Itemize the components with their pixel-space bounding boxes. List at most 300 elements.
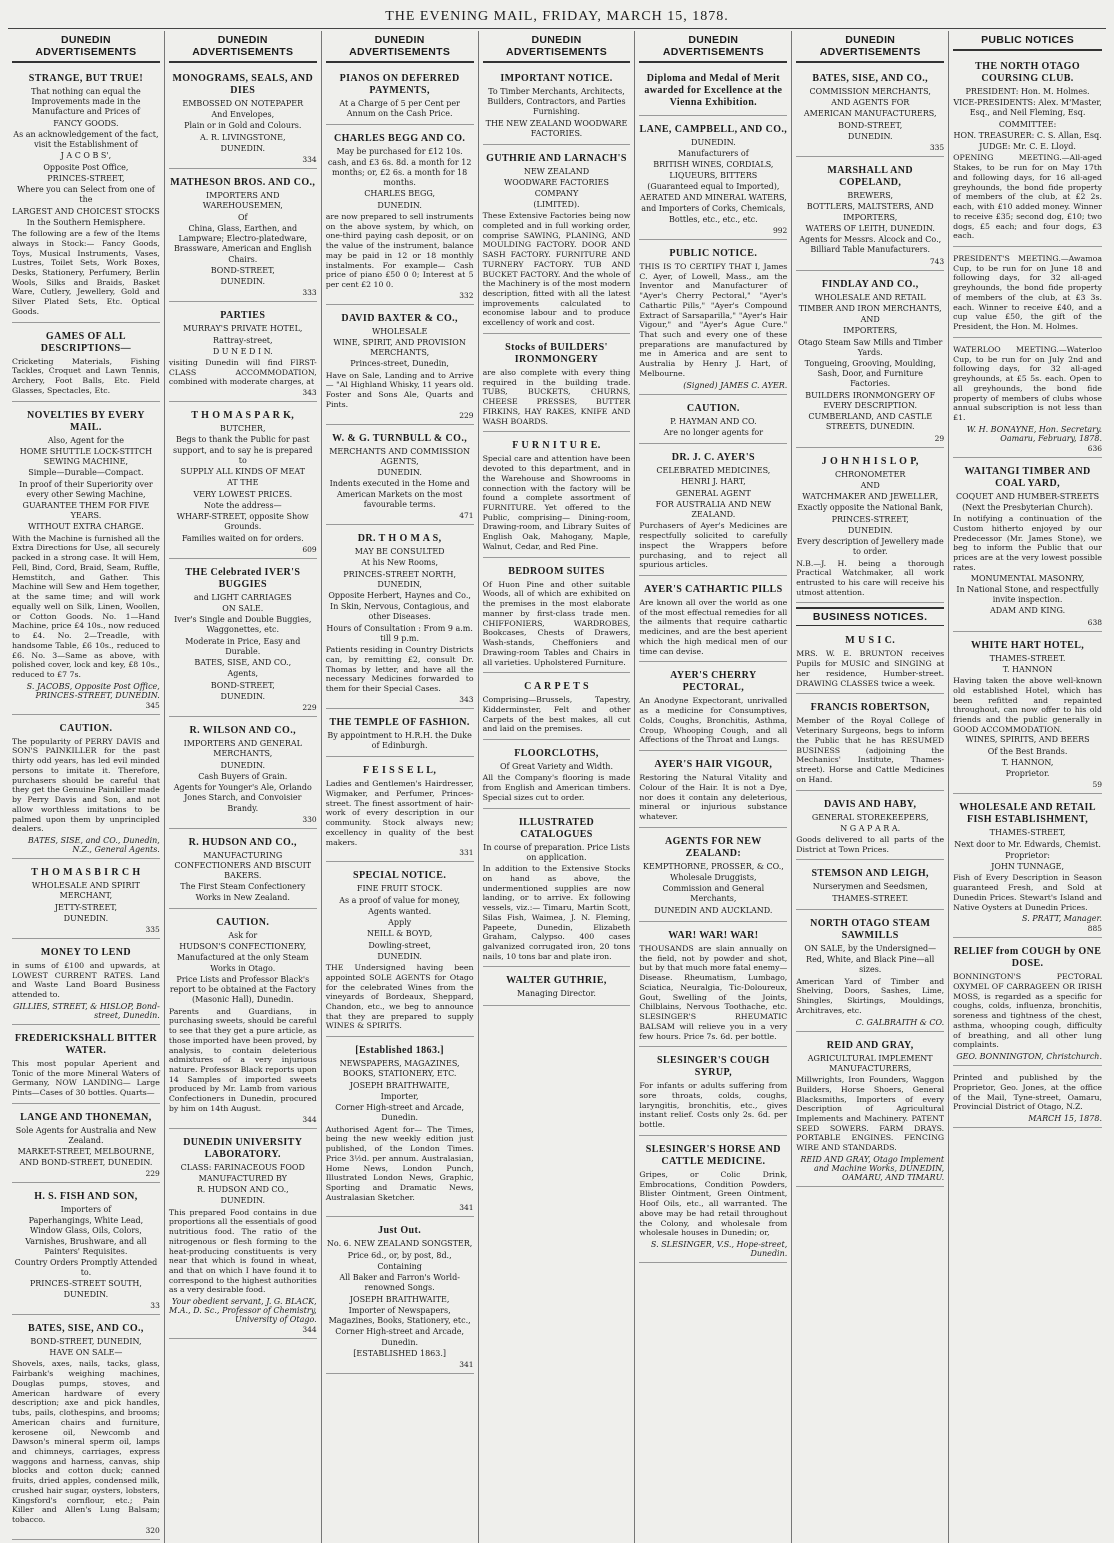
ad-number: 341: [459, 1360, 474, 1370]
ad-line: DUNEDIN.: [377, 468, 422, 478]
advertisement: [483, 68, 631, 145]
ad-title: LANGE AND THONEMAN,: [20, 1111, 152, 1123]
advertisement: [169, 1132, 317, 1340]
advertisement: [483, 743, 631, 808]
ad-signature: GILLIES, STREET, & HISLOP, Bond-street, Dunedin.: [12, 1001, 160, 1020]
advertisement: [953, 797, 1102, 938]
ad-line: Corner High-street and Arcade, Dunedin.: [335, 1327, 464, 1347]
advertisement: [953, 250, 1102, 338]
ad-number: 636: [1087, 443, 1102, 453]
ad-line: MAY BE CONSULTED: [354, 547, 445, 557]
ad-line: Are no longer agents for: [663, 427, 764, 437]
advertisement: [12, 942, 160, 1025]
ad-title: W. & G. TURNBULL & CO.,: [332, 432, 468, 444]
ad-line: No. 6. NEW ZEALAND SONGSTER,: [326, 1239, 473, 1249]
ad-body: MRS. W. E. BRUNTON receives Pupils for MUSIC and SINGING at her residence, Humber-street. DRAWING CLASSES twice a week.: [796, 649, 945, 688]
ad-line: CUMBERLAND, AND CASTLE STREETS, DUNEDIN.: [808, 412, 933, 432]
ad-line: In National Stone, and respectfully invite inspection.: [956, 584, 1099, 605]
ad-signature: (Signed) JAMES C. AYER.: [683, 380, 788, 390]
advertisement: [12, 1318, 160, 1540]
ad-line: WOODWARE FACTORIES COMPANY: [504, 178, 609, 198]
advertisement: [953, 635, 1102, 795]
ad-line: ADAM AND KING.: [989, 606, 1066, 616]
ad-line: THAMES-STREET.: [989, 653, 1066, 663]
ad-line: WHOLESALE: [371, 326, 428, 336]
ad-line: Country Orders Promptly Attended to.: [14, 1257, 158, 1278]
ad-line: AND: [860, 315, 880, 325]
ad-title: DUNEDIN UNIVERSITY LABORATORY.: [183, 1136, 303, 1160]
ad-title: R. HUDSON AND CO.,: [188, 836, 297, 848]
ad-line: PRINCES-STREET NORTH, DUNEDIN,: [343, 569, 456, 589]
ad-line: PRESIDENT: Hon. M. Holmes.: [965, 87, 1090, 96]
ad-line: Red, White, and Black Pine—all sizes.: [806, 955, 935, 975]
ad-number: 334: [302, 155, 317, 165]
advertisement: [169, 912, 317, 1129]
ad-title: FINDLAY AND CO.,: [821, 278, 919, 290]
ad-body: The popularity of PERRY DAVIS and SON'S PAINKILLER for the past thirty odd years, has led evil minded persons to imitate it. Therefore, purchasers should be careful that they get the Genuine Painkiller made by Perry Davis and Son, and not allow worthless imitations to be palmed upon them by unprincipled dealers.: [12, 736, 160, 834]
ad-line: JOHN TUNNAGE,: [991, 862, 1065, 872]
ad-body: Special care and attention have been devoted to this department, and in the Warehouse and Showrooms in connection with the factory will be found a complete assortment of FURNITURE. Yet offered to the Public, comprising— Dining-room, Drawing-room, and Library Suites of English Oak, Mahogany, Maple, Walnut, Cedar, and Red Pine.: [482, 454, 631, 551]
advertisement: [12, 862, 160, 939]
ad-line: KEMPTHORNE, PROSSER, & CO.,: [642, 861, 784, 871]
ad-number: 229: [302, 703, 317, 713]
ad-line: T. HANNON,: [1001, 757, 1054, 767]
ad-title: PUBLIC NOTICE.: [669, 247, 758, 259]
ad-line: BUILDERS IRONMONGERY OF EVERY DESCRIPTION.: [805, 390, 936, 410]
ad-title: SLESINGER'S COUGH SYRUP,: [657, 1055, 770, 1079]
advertisement: [169, 68, 317, 169]
ad-line: T. HANNON: [1002, 664, 1053, 674]
ad-title: LANE, CAMPBELL, AND CO.,: [639, 124, 788, 135]
ad-title: F E I S S E L L,: [362, 765, 437, 777]
ad-body: American Yard of Timber and Shelving, Doors, Sashes, Lime, Shingles, Skirtings, Mouldings, Architraves, etc.: [796, 976, 945, 1015]
ad-body: Are known all over the world as one of the most effectual remedies for all the ailments that require cathartic medicines, and are the best aperient which the high medical men of our time can devise.: [639, 598, 788, 656]
ad-line: BOND-STREET, DUNEDIN,: [30, 1336, 142, 1346]
ad-line: HON. TREASURER: C. S. Allan, Esq.: [953, 130, 1102, 140]
ad-line: THAMES-STREET.: [832, 893, 909, 903]
ad-line: Tongueing, Grooving, Moulding, Sash, Door, and Furniture Factories.: [804, 358, 936, 389]
ad-title: AYER'S CATHARTIC PILLS: [644, 584, 783, 595]
ad-body: in sums of £100 and upwards, at LOWEST CURRENT RATES. Land and Waste Land Board Business attended to.: [12, 961, 160, 1000]
ad-line: DUNEDIN AND AUCKLAND.: [654, 905, 773, 915]
ad-line: Manufactured at the only Steam Works in Otago.: [176, 953, 309, 973]
advertisement: [639, 119, 787, 240]
ad-line: Nurserymen and Seedsmen,: [812, 882, 928, 892]
ad-body: Printed and published by the Proprietor, Geo. Jones, at the office of the Mail, Tyne-street, Oamaru, Provincial District of Otago, N.Z.: [953, 1073, 1102, 1112]
ad-line: BOND-STREET,: [838, 120, 903, 130]
ad-line: VICE-PRESIDENTS: Alex. M'Master, Esq., and Neil Fleming, Esq.: [953, 98, 1102, 118]
ad-number: 330: [302, 814, 317, 824]
ad-body: An Anodyne Expectorant, unrivalled as a medicine for Consumptives, Colds, Coughs, Bronchitis, Asthma, Croup, Whooping Cough, and all Affections of the Throat and Lungs.: [639, 696, 788, 745]
ad-title: GAMES OF ALL DESCRIPTIONS—: [40, 330, 132, 354]
ad-title: [Established 1863.]: [355, 1045, 444, 1057]
ad-line: CELEBRATED MEDICINES,: [656, 466, 771, 476]
ad-body: Purchasers of Ayer's Medicines are respectfully solicited to carefully inspect the Wrappers before purchasing, and to reject all spurious articles.: [639, 521, 788, 570]
advertisement: [953, 1069, 1102, 1128]
ad-number: 885: [1087, 924, 1102, 934]
ad-title: Just Out.: [378, 1225, 422, 1237]
ad-line: Iver's Single and Double Buggies, Waggonettes, etc.: [174, 615, 312, 635]
advertisement: [639, 398, 787, 444]
ad-line: BATES, SISE, AND CO.,: [194, 658, 292, 668]
ad-line: PRINCES-STREET,: [831, 514, 909, 524]
ad-line: NEW ZEALAND: [523, 167, 590, 177]
ad-line: Next door to Mr. Edwards, Chemist.: [954, 839, 1101, 849]
ad-line: DUNEDIN.: [377, 200, 422, 210]
section-heading: BUSINESS NOTICES.: [796, 607, 944, 626]
ad-line: and Importers of Corks, Chemicals, Bottles, etc., etc., etc.: [641, 204, 786, 224]
advertisement: [639, 665, 787, 751]
ad-body: OPENING MEETING.—All-aged Stakes, to be run for on May 17th and following days, for 16 all-aged greyhounds, the bond fide property of members of the club, at £2 2s. each, with £10 added money. Winner to receive £35; second dog, £10; two dogs, £5 each; and four dogs, £3 each.: [953, 153, 1102, 241]
column: [949, 31, 1106, 1543]
ad-line: and LIGHT CARRIAGES: [193, 592, 292, 602]
ad-line: MANUFACTURED BY: [198, 1173, 287, 1183]
advertisement: [12, 1028, 160, 1104]
ad-line: Of: [238, 212, 248, 222]
ad-line: WHOLESALE AND RETAIL: [814, 292, 926, 302]
ad-line: Manufacturers of: [678, 149, 749, 159]
ad-number: 229: [145, 1168, 160, 1178]
advertisement: [483, 561, 631, 674]
ad-line: COQUET AND HUMBER-STREETS: [956, 491, 1100, 501]
ad-title: DR. T H O M A S,: [357, 533, 442, 545]
ad-line: NEILL & BOYD,: [366, 929, 433, 939]
advertisement: [639, 831, 787, 922]
ad-line: (Guaranteed equal to Imported),: [647, 181, 780, 191]
advertisement: [796, 630, 944, 694]
ad-line: Simple—Durable—Compact.: [28, 468, 144, 478]
advertisement: [483, 970, 631, 1005]
ad-line: MANUFACTURING CONFECTIONERS AND BISCUIT BAKERS.: [174, 850, 312, 881]
ad-body: Authorised Agent for— The Times, being the new weekly edition just published, of the London Times. Price 3½d. per annum. Australasian, Home News, London Punch, Illustrated London News, Graphic, Sporting and Dramatic News, Australasian Sketcher.: [325, 1124, 474, 1202]
ad-body: are now prepared to sell instruments on the above system, by which, on one-third paying cash deposit, or on the value of the instrument, balance may be paid in 12 or 18 monthly instalments. For example— Cash price of piano £50 0 0; Interest at 5 per cent £2 10 0.: [325, 211, 474, 290]
advertisement: [12, 718, 160, 859]
ad-line: Of the Best Brands.: [987, 746, 1068, 756]
advertisement: [953, 461, 1102, 632]
ad-line: WATCHMAKER AND JEWELLER,: [802, 492, 939, 502]
ad-line: IMPORTERS AND WAREHOUSEMEN,: [202, 191, 283, 211]
ad-line: Hours of Consultation : From 9 a.m. till 9 p.m.: [326, 623, 473, 643]
ad-line: D U N E D I N.: [212, 346, 273, 356]
column: [792, 31, 949, 1543]
ad-signature: BATES, SISE, and CO., Dunedin, N.Z., General Agents.: [27, 836, 160, 855]
ad-line: Otago Steam Saw Mills and Timber Yards.: [798, 337, 943, 357]
column-header: DUNEDIN ADVERTISEMENTS: [639, 31, 787, 63]
ad-line: Price 6d., or, by post, 8d.,: [347, 1250, 452, 1260]
ad-title: CHARLES BEGG AND CO.: [333, 133, 466, 145]
ad-title: C A R P E T S: [524, 681, 589, 693]
ad-title: Diploma and Medal of Merit awarded for Excellence at the Vienna Exhibition.: [644, 73, 783, 108]
ad-title: NOVELTIES BY EVERY MAIL.: [27, 409, 145, 433]
ad-line: NEWSPAPERS, MAGAZINES, BOOKS, STATIONERY, ETC.: [339, 1059, 460, 1079]
ad-line: The First Steam Confectionery Works in New Zealand.: [180, 882, 306, 902]
advertisement: [169, 405, 317, 559]
ad-line: Paperhangings, White Lead, Window Glass, Oils, Colors, Varnishes, Brushware, and all Painters' Requisites.: [25, 1216, 147, 1256]
ad-line: R. HUDSON AND CO.,: [196, 1185, 289, 1195]
ad-line: Agents for Messrs. Alcock and Co., Billiard Table Manufacturers.: [799, 235, 942, 255]
ad-title: T H O M A S B I R C H: [31, 867, 141, 879]
ad-body: Have on Sale, Landing and to Arrive— "Al Highland Whisky, 11 years old. Foster and Sons Ale, Quarts and Pints.: [325, 370, 474, 409]
ad-line: Moderate in Price, Easy and Durable.: [185, 636, 301, 656]
ad-signature: MARCH 15, 1878.: [1028, 1114, 1102, 1124]
ad-title: ILLUSTRATED CATALOGUES: [518, 816, 595, 840]
advertisement: [639, 579, 787, 662]
ad-signature: S. JACOBS, Opposite Post Office, PRINCES-STREET, DUNEDIN.: [26, 681, 160, 700]
ad-line: Where you can Select from one of the: [17, 185, 155, 205]
ad-line: (Next the Presbyterian Church).: [962, 503, 1093, 512]
column: [8, 31, 165, 1543]
ad-title: AGENTS FOR NEW ZEALAND:: [664, 835, 762, 859]
ad-line: (LIMITED).: [533, 199, 580, 209]
ad-line: Indents executed in the Home and American Markets on the most favourable terms.: [329, 479, 470, 509]
ad-title: BEDROOM SUITES: [508, 565, 605, 577]
ad-body: BONNINGTON'S PECTORAL OXYMEL OF CARRAGEEN OR IRISH MOSS, is regarded as a specific for coughs, colds, influenza, bronchitis, soreness and tightness of the chest, asthma, whooping cough, difficulty of breathing, and all other lung complaints.: [953, 972, 1102, 1050]
ad-number: 344: [302, 1325, 317, 1335]
advertisement: [639, 754, 787, 828]
ad-line: Begs to thank the Public for past support, and to say he is prepared to: [173, 435, 313, 465]
ad-line: TIMBER AND IRON MERCHANTS,: [798, 303, 942, 313]
ad-line: Ask for: [228, 930, 258, 940]
ad-line: ON SALE, by the Undersigned—: [804, 943, 937, 953]
ad-signature: Your obedient servant, J. G. BLACK, M.A., D. Sc., Professor of Chemistry, University of Otago.: [169, 1297, 317, 1325]
ad-title: Stocks of BUILDERS' IRONMONGERY: [505, 341, 608, 365]
ad-line: N G A P A R A.: [840, 823, 901, 833]
ad-line: WHARF-STREET, opposite Show Grounds.: [176, 512, 309, 532]
ad-number: 333: [302, 288, 317, 298]
ad-line: Commission and General Merchants,: [662, 884, 765, 904]
ad-line: FOR AUSTRALIA AND NEW ZEALAND.: [655, 499, 772, 520]
ad-line: JUDGE: Mr. C. E. Lloyd.: [979, 142, 1076, 152]
ad-body: are also complete with every thing required in the building trade. TUBS, BUCKETS, CHURNS, CHEESE PRESSES, BUTTER FIRKINS, HAY RAKES, KNIFE AND WASH BOARDS.: [482, 367, 631, 426]
ad-title: SPECIAL NOTICE.: [353, 870, 447, 882]
ad-line: That nothing can equal the Improvements made in the Manufacture and Prices of: [31, 87, 141, 117]
ad-line: Price Lists and Professor Black's report to be obtained at the Factory (Masonic Hall), Dunedin.: [169, 974, 316, 1005]
ad-line: DUNEDIN.: [220, 143, 266, 153]
ad-line: Cash Buyers of Grain.: [198, 771, 288, 781]
ad-title: BATES, SISE, AND CO.,: [812, 73, 929, 84]
ad-body: THIS IS TO CERTIFY THAT I, James C. Ayer, of Lowell, Mass., am the Inventor and Manufacturer of "Ayer's Cherry Pectoral," "Ayer's Cathartic Pills," "Ayer's Compound Extract of Sarsaparilla," "Ayer's Hair Vigour," and "Ayer's Ague Cure." That such and every one of these preparations are manufactured by me in America and are sent to Australia by Henry J. Hart, of Melbourne.: [639, 261, 788, 378]
ad-number: 471: [459, 511, 474, 521]
ad-line: And Envelopes,: [211, 110, 275, 120]
ad-title: FREDERICKSHALL BITTER WATER.: [14, 1032, 157, 1056]
ad-title: M U S I C.: [845, 635, 896, 647]
ad-number: 335: [929, 143, 945, 153]
ad-body: Cricketing Materials, Fishing Tackles, Croquet and Lawn Tennis, Archery, Foot Balls, Etc. Field Glasses, Spectacles, Etc.: [12, 356, 160, 395]
ad-line: LARGEST AND CHOICEST STOCKS: [12, 206, 160, 216]
ad-line: CHRONOMETER: [834, 469, 906, 479]
ad-title: R. WILSON AND CO.,: [189, 725, 297, 737]
ad-body: Patients residing in Country Districts can, by remitting £2, consult Dr. Thomas by letter, and have all the necessary Medicines forwarded to them for their Special Cases.: [325, 645, 474, 694]
ad-body: In addition to the Extensive Stocks on hand as above, the undermentioned supplies are now landing, or to arrive. Ex following vessels, viz.:— Timaru, Martin Scott, Silas Fish, Waimea, J. N. Fleming, Papeete, Dunedin, Elizabeth Graham, Calypso. 400 cases galvanized corrugated iron, 20 tons nails, 10 tons bar and plate iron.: [482, 864, 631, 961]
ad-line: AERATED AND MINERAL WATERS,: [639, 193, 787, 203]
ad-line: Exactly opposite the National Bank,: [797, 503, 944, 513]
ad-line: Plain or in Gold and Colours.: [184, 121, 302, 131]
ad-title: PARTIES: [220, 310, 266, 322]
ad-line: DUNEDIN.: [847, 525, 893, 535]
advertisement: [639, 447, 787, 576]
ad-line: As a proof of value for money,: [339, 895, 461, 905]
advertisement: [796, 68, 944, 157]
ad-line: Princes-street, Dunedin,: [350, 359, 449, 369]
advertisement: [326, 865, 474, 1037]
ad-title: STRANGE, BUT TRUE!: [28, 73, 144, 84]
ad-line: HAVE ON SALE—: [49, 1348, 123, 1358]
ad-body: Comprising—Brussels, Tapestry, Kidderminster, Felt and other Carpets of the best makes, all cut and laid on the premises.: [482, 695, 631, 734]
advertisement: [169, 172, 317, 302]
ad-line: ON SALE.: [222, 604, 264, 613]
ad-line: PRINCES-STREET SOUTH, DUNEDIN.: [29, 1279, 142, 1299]
ad-line: WHOLESALE AND SPIRIT MERCHANT,: [31, 881, 140, 901]
ad-line: VERY LOWEST PRICES.: [193, 489, 293, 499]
ad-body: In notifying a continuation of the Custom hitherto enjoyed by our Predecessor (Mr. James Stone), we beg to inform the Public that our prices are at the very lowest possible rates.: [953, 514, 1102, 572]
ad-number: 609: [302, 544, 317, 554]
ad-line: THE NEW ZEALAND WOODWARE FACTORIES.: [485, 118, 628, 138]
ad-line: COMMISSION MERCHANTS,: [809, 87, 931, 96]
ad-title: FLOORCLOTHS,: [514, 748, 599, 760]
ad-title: DR. J. C. AYER'S: [671, 452, 755, 464]
ad-number: 343: [302, 388, 317, 398]
masthead: THE EVENING MAIL, FRIDAY, MARCH 15, 1878.: [8, 6, 1106, 29]
ad-line: DUNEDIN.: [220, 691, 266, 701]
column: [479, 31, 636, 1543]
column: [322, 31, 479, 1543]
ad-body: THE Undersigned having been appointed SOLE AGENTS for Otago for the celebrated Wines from the vineyards of Bordeaux, Sheppard, Chandon, etc., we beg to announce that they are prepared to supply WINES & SPIRITS.: [325, 963, 474, 1031]
ad-line: EMBOSSED ON NOTEPAPER: [182, 99, 304, 108]
advertisement: [953, 56, 1102, 247]
ad-signature: W. H. BONAYNE, Hon. Secretary. Oamaru, February, 1878.: [966, 424, 1102, 443]
advertisement: [796, 794, 944, 861]
ad-title: THE NORTH OTAGO COURSING CLUB.: [975, 61, 1081, 84]
ad-body: Restoring the Natural Vitality and Colour of the Hair. It is not a Dye, nor does it contain any deleterious, mineral or injurious substance whatever.: [639, 773, 788, 822]
ad-line: P. HAYMAN AND CO.: [670, 416, 757, 426]
ad-line: COMMITTEE:: [998, 119, 1057, 129]
ad-body: This prepared Food contains in due proportions all the essentials of good nutritious food. The ratio of the nitrogenous or flesh forming to the heat-producing constituents is very near that which is found in wheat, and that on which I have found it to correspond to the highest authorities as a very desirable food.: [168, 1207, 317, 1295]
ad-body: Of Huon Pine and other suitable Woods, all of which are exhibited on the premises in the most elaborate manner by first-class trade men. CHIFFONIERS, WARDROBES, Bookcases, Chests of Drawers, Wash-stands, Cheffoniers and Drawing-room Tables and Chairs in all varieties. Upholstered Furniture.: [482, 579, 631, 667]
ad-signature: GEO. BONNINGTON, Christchurch.: [956, 1052, 1102, 1062]
ad-title: IMPORTANT NOTICE.: [500, 73, 613, 84]
ad-line: Rattray-street,: [212, 335, 273, 345]
ad-line: Importer,: [380, 1091, 419, 1101]
ad-line: JOSEPH BRAITHWAITE,: [349, 1080, 450, 1090]
ad-line: DUNEDIN.: [847, 131, 893, 141]
ad-line: CHARLES BEGG,: [364, 189, 436, 199]
ad-title: AYER'S HAIR VIGOUR,: [654, 759, 773, 771]
ad-line: Agents,: [227, 669, 259, 679]
ad-body: PRESIDENT'S MEETING.—Awamoa Cup, to be run for on June 18 and following days, for 32 all-aged greyhounds, the bond fide property of members of the club, at £3 3s. each. Winner to receive £40, and a cup value £50, the gift of the President, the Hon. M. Holmes.: [953, 254, 1102, 332]
ad-title: CAUTION.: [59, 722, 113, 734]
ad-line: AT THE: [227, 478, 259, 488]
ad-line: THAMES-STREET,: [989, 828, 1066, 838]
advertisement: [639, 243, 787, 395]
ad-line: WINES, SPIRITS, AND BEERS: [965, 735, 1090, 745]
ad-number: 59: [1092, 780, 1102, 790]
ad-number: 29: [934, 433, 945, 443]
ad-title: AYER'S CHERRY PECTORAL,: [670, 670, 757, 694]
advertisement: [639, 925, 787, 1047]
advertisement: [483, 676, 631, 740]
ad-title: H. S. FISH AND SON,: [34, 1190, 138, 1202]
ad-line: WITHOUT EXTRA CHARGE.: [28, 522, 144, 532]
ad-number: 344: [302, 1114, 317, 1124]
column-header: DUNEDIN ADVERTISEMENTS: [483, 31, 631, 63]
ad-line: To Timber Merchants, Architects, Builders, Contractors, and Parties Furnishing.: [487, 87, 626, 117]
ad-number: 331: [459, 848, 474, 858]
columns-container: [8, 31, 1106, 1535]
advertisement: [12, 68, 160, 323]
advertisement: [483, 435, 631, 557]
ad-line: GENERAL AGENT: [675, 488, 751, 498]
ad-number: 341: [459, 1203, 474, 1213]
ad-title: J O H N H I S L O P,: [821, 455, 919, 467]
ad-line: DUNEDIN.: [220, 760, 266, 770]
ad-line: Managing Director.: [517, 989, 596, 999]
ad-line: A. R. LIVINGSTONE,: [200, 132, 286, 142]
ad-line: Proprietor:: [1005, 850, 1050, 860]
ad-title: REID AND GRAY,: [826, 1039, 914, 1051]
ad-line: Importers of: [60, 1204, 112, 1214]
ad-body: Gripes, or Colic Drink, Embrocations, Condition Powders, Blister Ointment, Green Ointment, Hoof Oils, etc., all warranted. The above may be had retail throughout the Colony, and wholesale from wholesale houses in Dunedin; or,: [639, 1169, 788, 1238]
advertisement: [326, 428, 474, 525]
ad-body: Ladies and Gentlemen's Hairdresser, Wigmaker, and Perfumer, Princes-street. The finest assortment of hair-work of every description in our community. Stock always new; excellency in quality of the best makers.: [325, 779, 474, 847]
ad-title: WAR! WAR! WAR!: [668, 929, 759, 941]
ad-line: Corner High-street and Arcade, Dunedin.: [335, 1103, 464, 1123]
ad-line: AMERICAN MANUFACTURERS,: [803, 109, 937, 119]
ad-body: Goods delivered to all parts of the District at Town Prices.: [796, 834, 945, 854]
advertisement: [483, 337, 631, 432]
ad-line: Families waited on for orders.: [181, 533, 304, 543]
ad-body: Millwrights, Iron Founders, Waggon Builders, Horse Shoers, General Blacksmiths, Importers of every Description of Agricultural Implements and Machinery. PATENT SEED SOWERS. FARM DRAYS. PORTABLE ENGINES. FENCING WIRE AND STANDARDS.: [796, 1075, 945, 1153]
ad-number: 335: [145, 925, 160, 934]
advertisement: [169, 305, 317, 402]
ad-body: N.B.—J. H. being a thorough Practical Watchmaker, all work entrusted to his care will receive his utmost attention.: [796, 558, 945, 597]
ad-line: J A C O B S',: [60, 151, 112, 161]
ad-title: SLESINGER'S HORSE AND CATTLE MEDICINE.: [645, 1143, 781, 1167]
ad-line: In course of preparation. Price Lists on application.: [483, 842, 630, 862]
ad-line: Dowling-street,: [368, 940, 431, 950]
ad-title: MATHESON BROS. AND CO.,: [170, 177, 316, 189]
ad-line: At his New Rooms,: [361, 558, 439, 568]
advertisement: [12, 1107, 160, 1183]
ad-title: WALTER GUTHRIE,: [506, 975, 607, 987]
ad-title: STEMSON AND LEIGH,: [811, 868, 929, 880]
ad-line: GUARANTEE THEM FOR FIVE YEARS.: [22, 501, 150, 521]
advertisement: [796, 697, 944, 790]
ad-number: 638: [1087, 617, 1102, 627]
ad-line: MONUMENTAL MASONRY,: [970, 573, 1085, 583]
ad-line: DUNEDIN.: [63, 913, 109, 923]
ad-signature: REID AND GRAY, Otago Implement and Machine Works, DUNEDIN, OAMARU, AND TIMARU.: [800, 1154, 945, 1182]
advertisement: [639, 1139, 787, 1263]
ad-line: Apply: [388, 918, 412, 928]
ad-line: In the Southern Hemisphere.: [26, 217, 146, 227]
advertisement: [12, 1186, 160, 1315]
ad-body: The following are a few of the Items always in Stock:— Fancy Goods, Toys, Musical Instruments, Vases, Lustres, Toilet Sets, Work Boxes, Desks, Stationery, Perfumery, Berlin Wools, Silks and Braids, Basket Ware, Cutlery, Jewellery, Gold and Silver Plated Sets, Etc. Optical Goods.: [12, 229, 160, 316]
advertisement: [796, 1035, 944, 1187]
ad-title: MONEY TO LEND: [40, 947, 131, 958]
ad-line: Sole Agents for Australia and New Zealand.: [15, 1125, 157, 1146]
ad-line: GENERAL STOREKEEPERS,: [811, 812, 929, 822]
ad-line: Containing: [377, 1261, 422, 1271]
advertisement: [326, 760, 474, 862]
ad-line: IMPORTERS,: [843, 326, 898, 336]
ad-title: FRANCIS ROBERTSON,: [810, 702, 930, 714]
ad-line: Opposite Herbert, Haynes and Co.,: [328, 590, 471, 600]
advertisement: [796, 451, 944, 604]
ad-body: Having taken the above well-known old established Hotel, which has been refitted and repainted throughout, can now offer to his old friends and the public generally in GOOD ACCOMMODATION.: [953, 676, 1102, 734]
ad-signature: C. GALBRAITH & CO.: [855, 1017, 945, 1027]
column-header: DUNEDIN ADVERTISEMENTS: [12, 31, 160, 63]
advertisement: [169, 832, 317, 909]
